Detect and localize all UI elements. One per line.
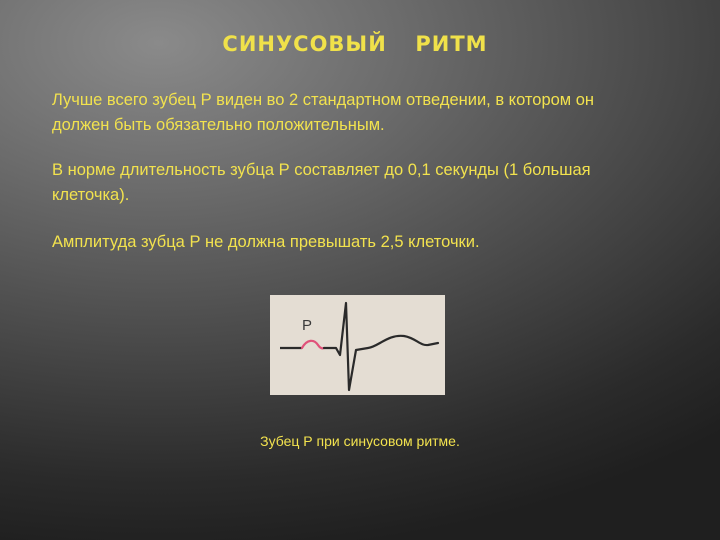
paragraph-duration: В норме длительность зубца Р составляет до 0,1 секунды (1 большая клеточка).	[52, 161, 591, 204]
p-wave-trace	[302, 341, 324, 349]
paragraph-amplitude: Амплитуда зубца Р не должна превышать 2,5 клеточки.	[52, 233, 480, 251]
qrs-t-trace	[324, 303, 438, 390]
slide-title: СИНУСОВЫЙ РИТМ	[222, 32, 488, 56]
ecg-illustration	[270, 295, 445, 395]
paragraph-lead-ii: Лучше всего зубец Р виден во 2 стандартном отведении, в котором он должен быть обязательно положительным.	[52, 91, 595, 134]
figure-caption: Зубец Р при синусовом ритме.	[260, 433, 460, 449]
ecg-figure	[270, 295, 445, 395]
p-wave-label: P	[302, 317, 313, 334]
